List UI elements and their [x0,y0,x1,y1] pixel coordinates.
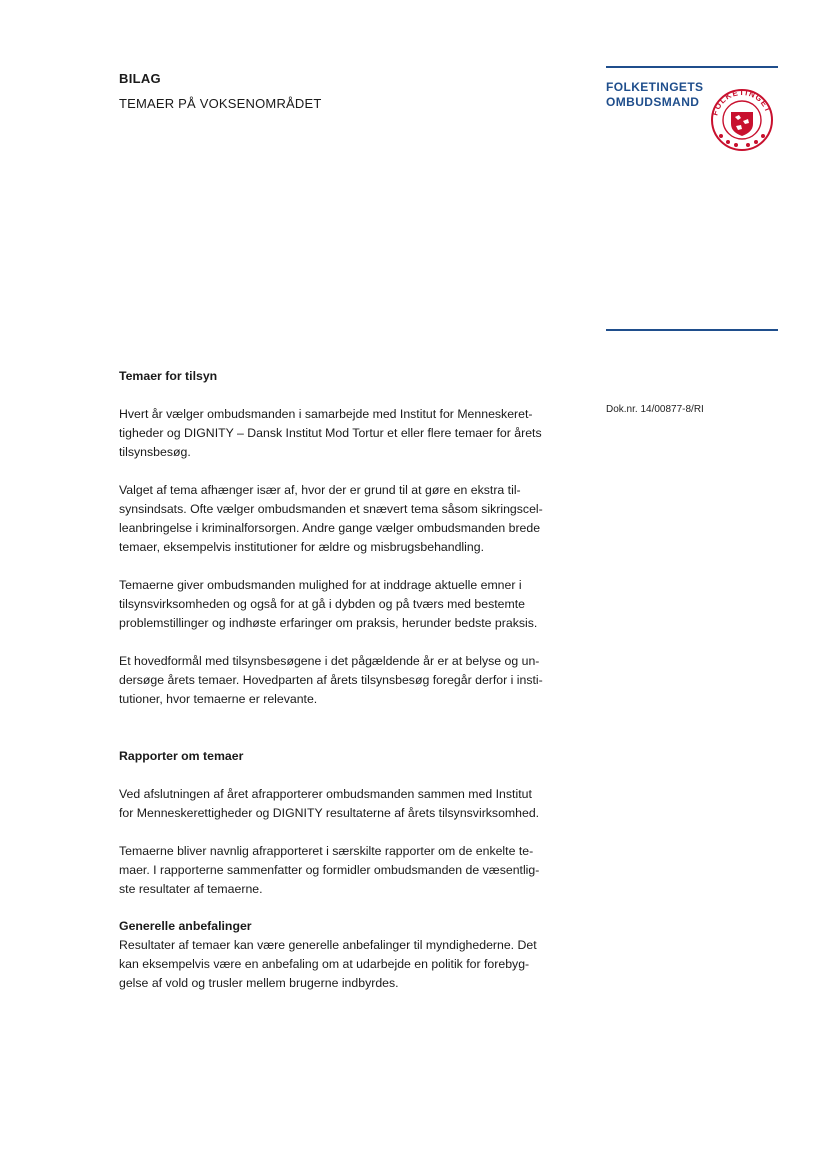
paragraph: Hvert år vælger ombudsmanden i samarbejde med Institut for Menneskeret- tigheder og DIGNITY – Dansk Institut Mod Tortur et eller flere temaer for årets tilsynsbesøg. [119,407,542,459]
section-heading-rapporter: Rapporter om temaer [119,749,244,763]
paragraph: Temaerne bliver navnlig afrapporteret i særskilte rapporter om de enkelte te- maer. I rapporterne sammenfatter og formidler ombudsmanden de væsentlig- ste resultater af temaerne. [119,844,540,896]
org-name-line1: FOLKETINGETS [606,80,704,94]
paragraph: Et hovedformål med tilsynsbesøgene i det pågældende år er at belyse og un- dersøge årets temaer. Hovedparten af årets tilsynsbesøg foregår derfor i insti- tutioner, hvor temaerne er relevante. [119,654,543,706]
paragraph: Valget af tema afhænger især af, hvor der er grund til at gøre en ekstra til- synsindsats. Ofte vælger ombudsmanden et snævert tema såsom sikringscel- leanbringelse i kriminalforsorgen. Andre gange vælger ombudsmanden brede temaer, eksempelvis institutioner for ældre og misbrugsbehandling. [119,483,543,554]
paragraph: Temaerne giver ombudsmanden mulighed for at inddrage aktuelle emner i tilsynsvirksomheden og også for at gå i dybden og på tværs med bestemte problemstillinger og indhøste erfaringer om praksis, herunder bedste praksis. [119,578,538,630]
document-title: TEMAER PÅ VOKSENOMRÅDET [119,96,322,111]
paragraph: Resultater af temaer kan være generelle anbefalinger til myndighederne. Det kan eksempelvis være en anbefaling om at udarbejde en politik for forebyg- gelse af vold og trusler mellem brugerne indbyrdes. [119,938,537,990]
org-name-line2: OMBUDSMAND [606,95,700,109]
org-name [606,80,703,110]
annex-label: BILAG [119,71,161,86]
section-heading-anbefalinger: Generelle anbefalinger [119,919,252,933]
org-top-rule [606,66,778,68]
section-heading-tilsyn: Temaer for tilsyn [119,369,218,383]
document-reference: Dok.nr. 14/00877-8/RI [606,404,704,415]
parliament-seal-icon [708,88,776,152]
svg-text:FOLKETINGET: FOLKETINGET [710,88,773,117]
document-body [119,367,579,993]
paragraph: Ved afslutningen af året afrapporterer ombudsmanden sammen med Institut for Menneskerettigheder og DIGNITY resultaterne af årets tilsynsvirksomhed. [119,787,540,820]
org-bottom-rule [606,329,778,331]
